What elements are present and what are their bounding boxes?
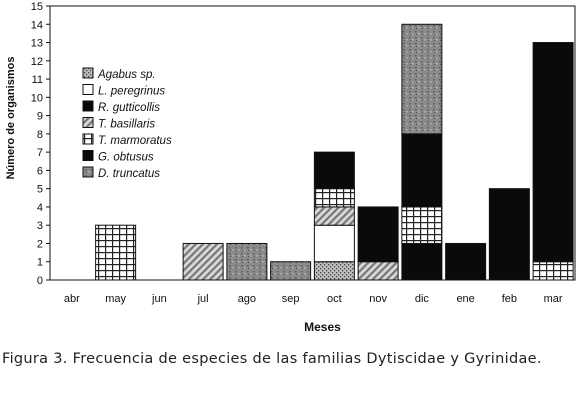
legend-label-3: T. basillaris: [98, 118, 156, 131]
x-tick-label-mar: mar: [543, 293, 563, 305]
y-tick-label: 2: [36, 238, 43, 251]
x-tick-label-sep: sep: [281, 293, 300, 305]
legend-swatch-2: [83, 101, 93, 111]
bar-jul-series-3: [183, 243, 223, 280]
legend-label-6: D. truncatus: [98, 168, 160, 180]
legend-label-4: T. marmoratus: [98, 135, 172, 147]
x-tick-label-may: may: [105, 293, 127, 305]
y-tick-label: 15: [30, 1, 43, 13]
x-tick-label-feb: feb: [501, 293, 518, 305]
y-tick-label: 1: [36, 256, 43, 269]
y-tick-label: 11: [31, 74, 43, 87]
bar-dic-series-6: [402, 24, 442, 134]
legend-swatch-1: [83, 85, 93, 95]
y-tick-label: 3: [36, 220, 43, 233]
legend-swatch-5: [83, 151, 93, 161]
y-tick-label: 14: [30, 19, 43, 32]
x-tick-label-ago: ago: [237, 293, 257, 305]
x-tick-label-nov: nov: [369, 293, 387, 305]
legend-swatch-0: [83, 68, 93, 78]
y-axis-title: Número de organismos: [5, 56, 17, 180]
x-tick-label-ene: ene: [456, 293, 475, 305]
x-tick-label-jul: jul: [197, 293, 209, 305]
legend-label-5: G. obtusus: [98, 151, 154, 164]
figure-caption: Figura 3. Frecuencia de especies de las familias Dytiscidae y Gyrinidae.: [2, 351, 542, 367]
bar-mar-series-4: [533, 262, 573, 280]
bar-ene-series-5: [446, 243, 486, 280]
x-tick-label-abr: abr: [63, 293, 80, 305]
legend-label-2: R. gutticollis: [98, 102, 160, 114]
y-tick-label: 7: [36, 147, 43, 160]
bar-nov-series-5: [358, 207, 398, 262]
bar-ago-series-6: [227, 243, 267, 280]
bar-oct-series-0: [314, 262, 354, 280]
bar-feb-series-5: [489, 189, 529, 280]
y-tick-label: 0: [36, 275, 43, 287]
bar-dic-series-5: [402, 134, 442, 207]
y-tick-label: 13: [30, 37, 43, 50]
legend: [83, 68, 172, 180]
y-tick-label: 8: [36, 128, 43, 141]
x-axis-title: Meses: [304, 320, 341, 334]
x-tick-label-dic: dic: [414, 293, 429, 305]
legend-swatch-6: [83, 167, 93, 177]
bar-oct-series-1: [314, 225, 354, 262]
y-tick-label: 6: [36, 165, 43, 178]
bar-oct-series-3: [314, 207, 354, 225]
bar-oct-series-4: [314, 189, 354, 207]
bars-layer: [96, 24, 574, 280]
bar-mar-series-5: [533, 43, 573, 262]
x-tick-label-jun: jun: [152, 293, 167, 305]
bar-nov-series-3: [358, 262, 398, 280]
legend-swatch-3: [83, 118, 93, 128]
legend-swatch-4: [83, 134, 93, 144]
bar-oct-series-5: [314, 152, 354, 189]
bar-may-series-4: [96, 225, 136, 280]
y-tick-label: 5: [36, 183, 43, 196]
legend-label-1: L. peregrinus: [98, 85, 166, 98]
y-tick-label: 4: [36, 201, 43, 214]
x-tick-label-oct: oct: [327, 293, 342, 305]
bar-dic-series-4: [402, 207, 442, 244]
legend-label-0: Agabus sp.: [98, 69, 156, 81]
y-tick-label: 10: [30, 92, 43, 105]
y-tick-label: 9: [36, 110, 43, 123]
y-tick-label: 12: [30, 55, 43, 68]
bar-sep-series-6: [271, 262, 311, 280]
bar-dic-series-2: [402, 243, 442, 280]
